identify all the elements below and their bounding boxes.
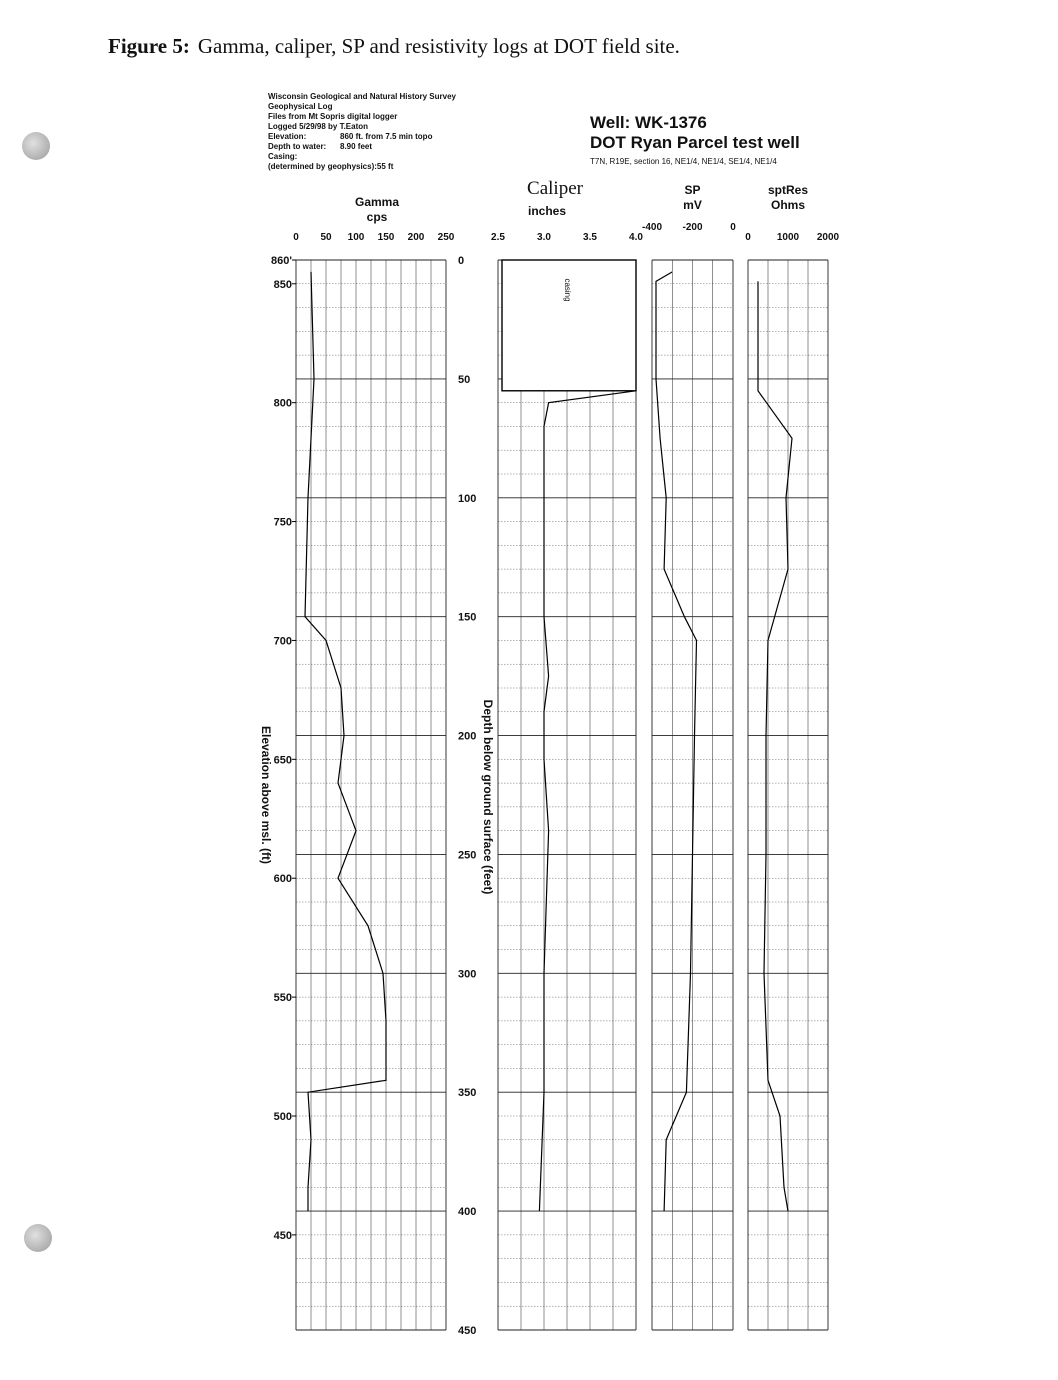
depth-tick-label: 400 xyxy=(458,1206,477,1219)
y-tick-label: 550 xyxy=(273,992,292,1005)
log-curve-sptres xyxy=(758,281,792,1211)
x-tick-label: -200 xyxy=(682,222,703,233)
log-track-4 xyxy=(748,260,828,1330)
track-unit: Ohms xyxy=(770,198,806,212)
depth-tick-label: 350 xyxy=(458,1087,477,1100)
well-id: Well: WK-1376 xyxy=(590,113,707,132)
log-curve-sp xyxy=(656,272,697,1211)
well-location: T7N, R19E, section 16, NE1/4, NE1/4, SE1/4, NE1/4 xyxy=(590,157,777,166)
y-tick-label: 650 xyxy=(273,754,292,767)
header-line: Logged 5/29/98 by T.Eaton xyxy=(268,122,369,131)
depth-axis-label: Depth below ground surface (feet) xyxy=(481,699,495,895)
x-tick-label: 100 xyxy=(347,232,365,243)
header-line: Geophysical Log xyxy=(268,102,333,111)
figure-caption-text: Gamma, caliper, SP and resistivity logs at DOT field site. xyxy=(197,34,680,58)
y-axis-label: Elevation above msl. (ft) xyxy=(259,725,273,865)
track-unit: inches xyxy=(527,204,567,218)
depth-tick-label: 100 xyxy=(458,492,477,505)
log-curve-gamma xyxy=(305,272,386,1211)
casing-label: casing xyxy=(563,278,572,302)
log-curve-caliper xyxy=(539,391,636,1211)
track-title: Gamma xyxy=(354,195,400,209)
x-tick-label: 50 xyxy=(320,232,332,243)
track-title: Caliper xyxy=(527,178,583,199)
y-tick-label: 860' xyxy=(271,255,292,267)
track-title: sptRes xyxy=(767,183,809,197)
depth-tick-label: 450 xyxy=(458,1325,477,1337)
depth-tick-label: 0 xyxy=(458,255,465,267)
x-tick-label: 3.5 xyxy=(583,232,597,243)
x-tick-label: 3.0 xyxy=(537,232,551,243)
x-tick-label: 150 xyxy=(377,232,395,243)
header-line: Files from Mt Sopris digital logger xyxy=(268,112,398,121)
x-tick-label: 2000 xyxy=(816,232,840,243)
x-tick-label: 250 xyxy=(437,232,455,243)
depth-tick-label: 250 xyxy=(458,849,477,862)
header-line: Wisconsin Geological and Natural History Survey xyxy=(268,92,456,101)
x-tick-label: 1000 xyxy=(776,232,800,243)
x-tick-label: 0 xyxy=(293,232,299,243)
depth-tick-label: 300 xyxy=(458,968,477,981)
y-tick-label: 500 xyxy=(273,1111,292,1123)
figure-label: Figure 5: xyxy=(108,34,190,58)
x-tick-label: 200 xyxy=(407,232,425,243)
well-name: DOT Ryan Parcel test well xyxy=(590,133,800,152)
y-tick-label: 800 xyxy=(273,397,292,410)
track-unit: cps xyxy=(366,210,388,224)
y-tick-label: 850 xyxy=(273,278,292,291)
track-unit: mV xyxy=(683,198,702,212)
header-field: Depth to water: 8.90 feet xyxy=(268,142,373,151)
track-title: SP xyxy=(684,183,701,197)
x-tick-label: 2.5 xyxy=(491,232,505,243)
depth-tick-label: 200 xyxy=(458,730,477,743)
header-field: Elevation: 860 ft. from 7.5 min topo xyxy=(268,132,433,141)
log-track-3 xyxy=(652,260,733,1330)
log-track-1 xyxy=(296,260,446,1330)
depth-tick-label: 150 xyxy=(458,611,477,624)
depth-tick-label: 50 xyxy=(458,373,471,386)
y-tick-label: 750 xyxy=(273,516,292,529)
x-tick-label: -400 xyxy=(641,222,663,233)
y-tick-label: 450 xyxy=(273,1229,292,1242)
header-note: (determined by geophysics):55 ft xyxy=(268,162,394,171)
y-tick-label: 600 xyxy=(273,873,292,886)
log-track-2 xyxy=(498,260,636,1330)
x-tick-label: 4.0 xyxy=(629,232,643,243)
x-tick-label: 0 xyxy=(730,222,736,233)
y-tick-label: 700 xyxy=(273,635,292,648)
x-tick-label: 0 xyxy=(745,232,751,243)
header-field: Casing: xyxy=(268,152,298,161)
